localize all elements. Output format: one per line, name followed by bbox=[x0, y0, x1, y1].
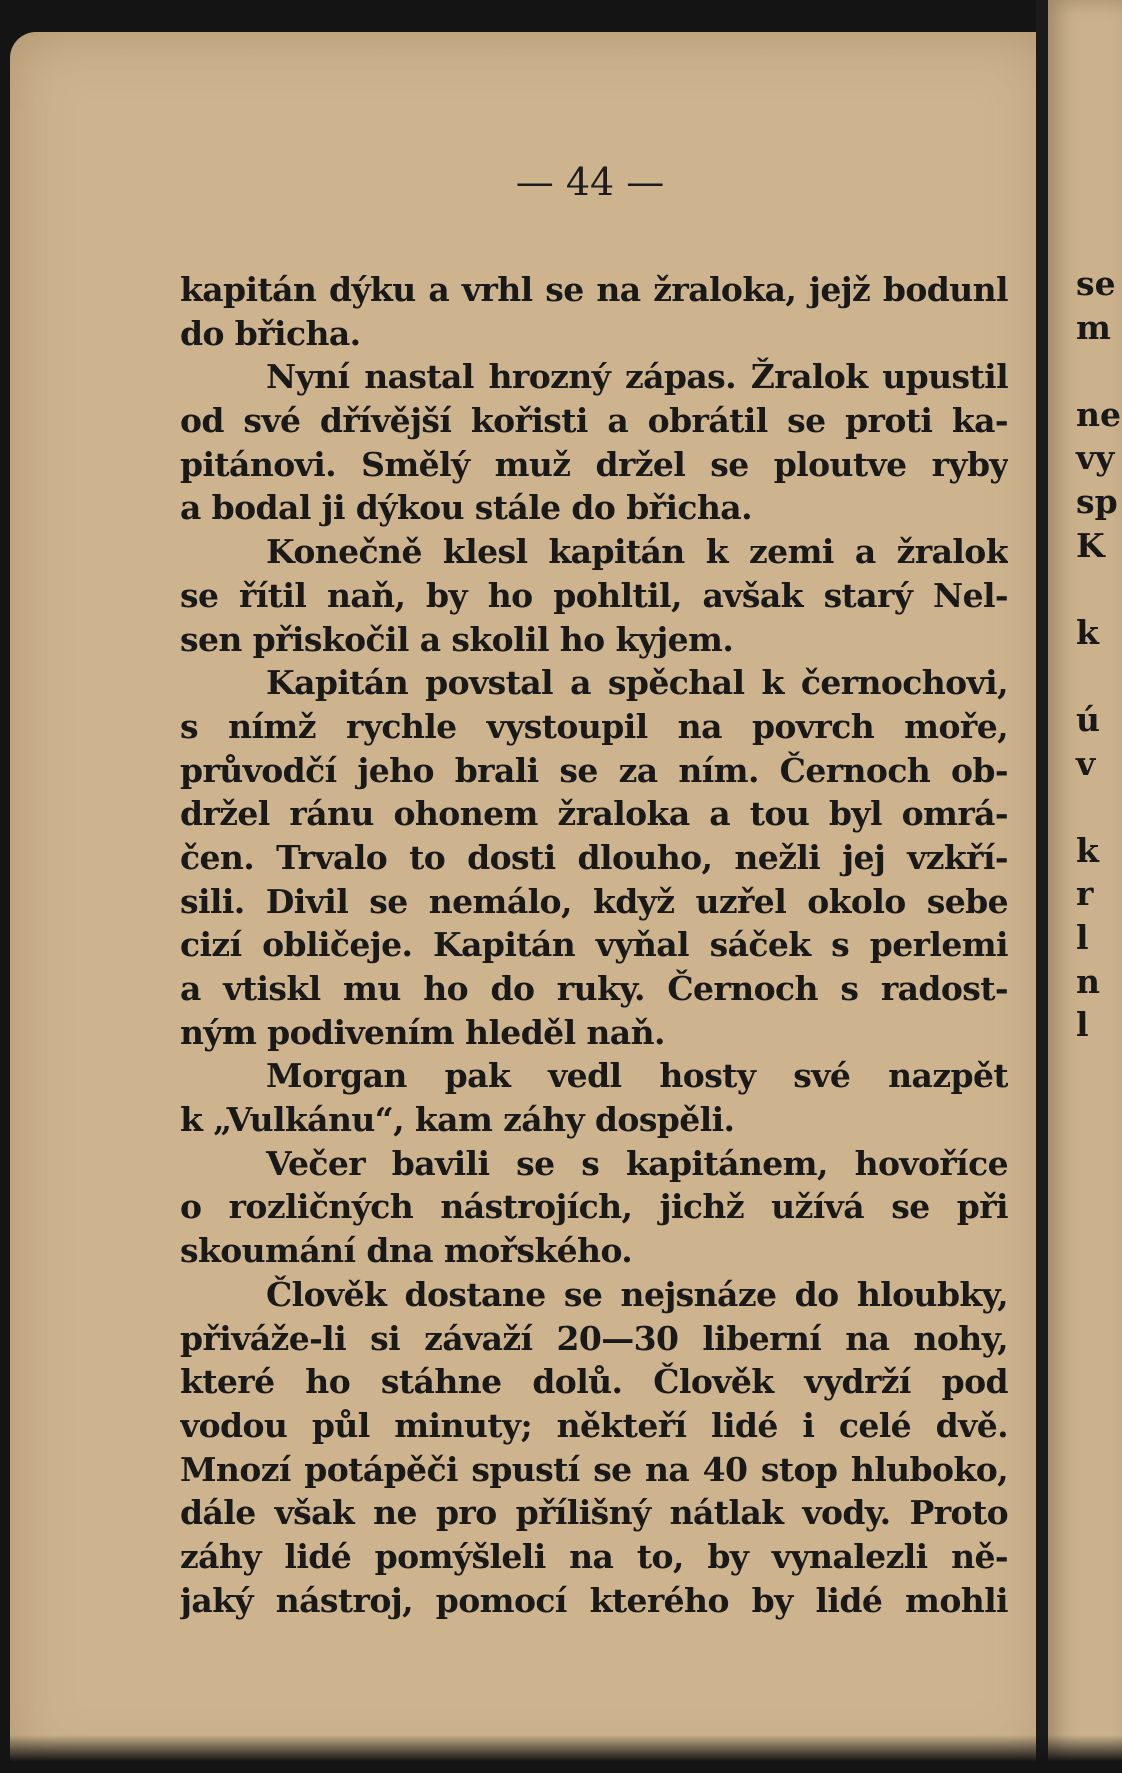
text-line: skoumání dna mořského. bbox=[180, 1231, 633, 1271]
facing-page-fragment: r bbox=[1076, 874, 1094, 914]
text-line: o rozličných nástrojích, jichž užívá se při bbox=[180, 1187, 1008, 1227]
page-number: — 44 — bbox=[515, 160, 665, 204]
text-line: držel ránu ohonem žraloka a tou byl omrá- bbox=[180, 794, 1008, 834]
text-line: pitánovi. Smělý muž držel se ploutve ryby bbox=[180, 444, 1008, 484]
facing-page-fragment: n bbox=[1076, 961, 1100, 1001]
facing-page-fragment: k bbox=[1076, 612, 1099, 652]
text-line: Kapitán povstal a spěchal k černochovi, bbox=[266, 663, 1008, 703]
facing-page-fragment: m bbox=[1076, 307, 1111, 347]
text-line: jaký nástroj, pomocí kterého by lidé mohli bbox=[180, 1580, 1008, 1620]
facing-page-fragment bbox=[1076, 785, 1122, 829]
text-line: Mnozí potápěči spustí se na 40 stop hluboko, bbox=[180, 1449, 1008, 1489]
text-line: do břicha. bbox=[180, 313, 361, 353]
text-line: Nyní nastal hrozný zápas. Žralok upustil bbox=[266, 357, 1008, 397]
text-line: vodou půl minuty; někteří lidé i celé dvě. bbox=[180, 1405, 1008, 1445]
facing-page-fragment: sp bbox=[1076, 481, 1118, 521]
facing-page-fragment: ne bbox=[1076, 394, 1121, 434]
facing-page-fragment bbox=[1076, 567, 1122, 611]
text-line: k „Vulkánu“, kam záhy dospěli. bbox=[180, 1100, 735, 1140]
facing-page-fragment: l bbox=[1076, 917, 1089, 957]
text-line: Konečně klesl kapitán k zemi a žralok bbox=[266, 532, 1008, 572]
page-bottom-shadow bbox=[0, 1735, 1122, 1773]
text-line: od své dřívější kořisti a obrátil se proti ka- bbox=[180, 401, 1008, 441]
text-line: kapitán dýku a vrhl se na žraloka, jejž bodunl bbox=[180, 270, 1008, 309]
facing-page-fragment: k bbox=[1076, 830, 1099, 870]
text-line: průvodčí jeho brali se za ním. Černoch ob- bbox=[180, 750, 1008, 790]
facing-page-fragment: v bbox=[1076, 743, 1096, 783]
text-line: a bodal ji dýkou stále do břicha. bbox=[180, 488, 752, 528]
text-line: se řítil naň, by ho pohltil, avšak starý Nel- bbox=[180, 575, 1008, 615]
text-line: čen. Trvalo to dosti dlouho, nežli jej vzkří- bbox=[180, 837, 1008, 877]
facing-page-fragment: ú bbox=[1076, 699, 1100, 739]
facing-page-fragment bbox=[1076, 654, 1122, 698]
text-line: Člověk dostane se nejsnáze do hloubky, bbox=[266, 1274, 1008, 1314]
text-line: Morgan pak vedl hosty své nazpět bbox=[266, 1056, 1008, 1096]
text-line: a vtiskl mu ho do ruky. Černoch s radost- bbox=[180, 969, 1008, 1008]
text-line: sili. Divil se nemálo, když uzřel okolo sebe bbox=[180, 881, 1008, 921]
text-line: přiváže-li si závaží 20—30 liberní na nohy, bbox=[180, 1318, 1008, 1358]
facing-page-fragment: l bbox=[1076, 1005, 1089, 1045]
text-line: záhy lidé pomýšleli na to, by vynalezli ně- bbox=[180, 1536, 1008, 1576]
facing-page-text-fragments bbox=[1076, 262, 1122, 1047]
text-line: cizí obličeje. Kapitán vyňal sáček s perlemi bbox=[180, 925, 1008, 965]
facing-page-fragment: vy bbox=[1076, 438, 1115, 478]
text-line: s nímž rychle vystoupil na povrch moře, bbox=[180, 706, 1008, 746]
text-line: dále však ne pro přílišný nátlak vody. Proto bbox=[180, 1493, 1008, 1533]
book-spine bbox=[1036, 0, 1048, 1773]
facing-page-fragment bbox=[1076, 349, 1122, 393]
facing-page-fragment: K bbox=[1076, 525, 1105, 565]
text-line: ným podivením hleděl naň. bbox=[180, 1012, 665, 1052]
text-line: sen přiskočil a skolil ho kyjem. bbox=[180, 619, 734, 659]
text-line: které ho stáhne dolů. Člověk vydrží pod bbox=[180, 1362, 1008, 1402]
text-line: Večer bavili se s kapitánem, hovoříce bbox=[266, 1143, 1008, 1183]
page-body-text bbox=[180, 268, 1008, 1622]
facing-page-fragment: se bbox=[1076, 264, 1116, 303]
